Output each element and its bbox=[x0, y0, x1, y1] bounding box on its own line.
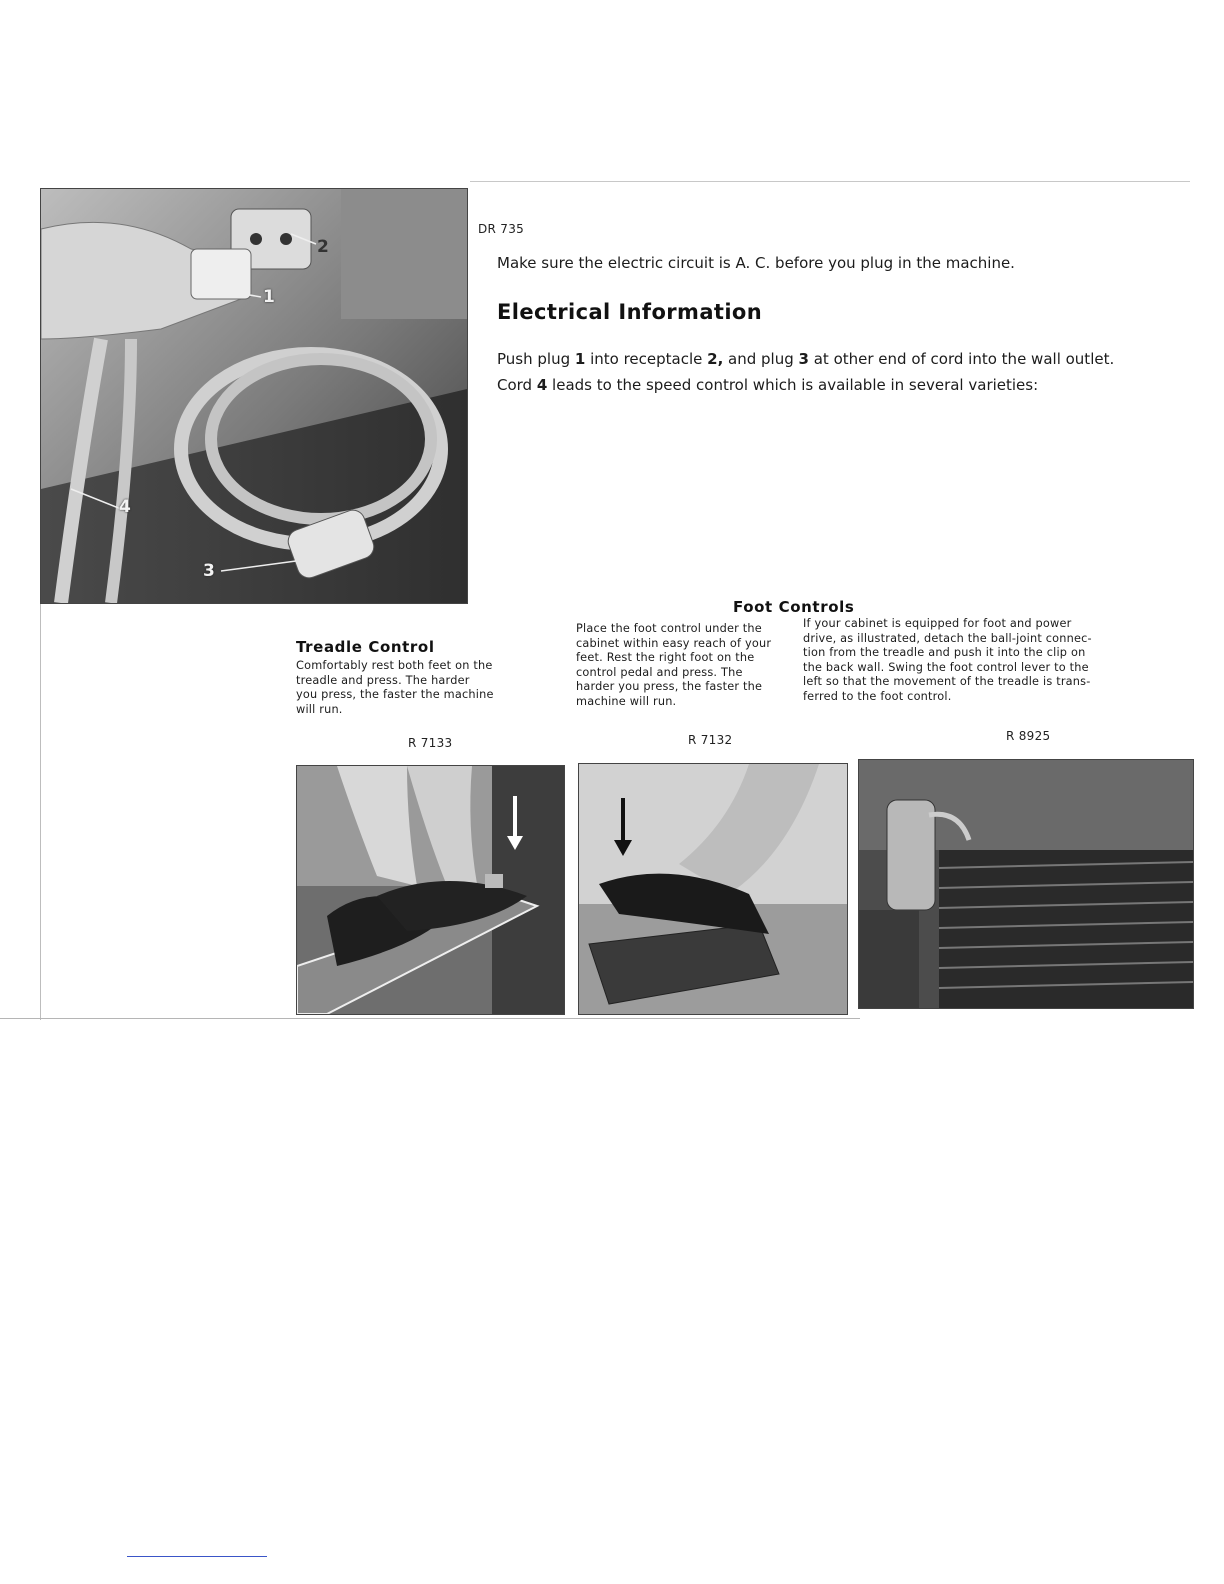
figure-label-r7132: R 7132 bbox=[688, 733, 733, 747]
para1-text-3: and plug bbox=[723, 350, 799, 368]
treadle-line-4: will run. bbox=[296, 702, 343, 716]
scan-line-bottom bbox=[0, 1018, 860, 1019]
foot-pedal-illustration bbox=[579, 764, 847, 1014]
fc2-line-2: drive, as illustrated, detach the ball-joint connec- bbox=[803, 631, 1092, 645]
figure-label-dr735: DR 735 bbox=[478, 222, 525, 236]
plug-and-cord-illustration bbox=[41, 189, 467, 603]
para2-text-2: leads to the speed control which is available in several varieties: bbox=[547, 376, 1039, 394]
para2-text-1: Cord bbox=[497, 376, 537, 394]
para1-text-1: Push plug bbox=[497, 350, 575, 368]
fc2-line-4: the back wall. Swing the foot control lever to the bbox=[803, 660, 1089, 674]
electrical-paragraph-2 bbox=[497, 376, 1038, 394]
para1-text-4: at other end of cord into the wall outlet. bbox=[808, 350, 1115, 368]
cabinet-drive-photo bbox=[858, 759, 1194, 1009]
para1-num-2: 2, bbox=[707, 350, 724, 368]
fc2-line-6: ferred to the foot control. bbox=[803, 689, 952, 703]
para1-text-2: into receptacle bbox=[585, 350, 708, 368]
figure-label-r8925: R 8925 bbox=[1006, 729, 1051, 743]
scan-line-left bbox=[40, 600, 41, 1020]
treadle-line-2: treadle and press. The harder bbox=[296, 673, 470, 687]
foot-controls-col2-text bbox=[803, 617, 1113, 704]
cabinet-drive-illustration bbox=[859, 760, 1193, 1008]
fc1-line-5: harder you press, the faster the bbox=[576, 680, 763, 693]
para1-num-1: 1 bbox=[574, 350, 586, 368]
treadle-control-text bbox=[296, 659, 511, 717]
electrical-paragraph-1 bbox=[497, 350, 1114, 368]
fc1-line-3: feet. Rest the right foot on the bbox=[576, 651, 755, 664]
treadle-photo bbox=[296, 765, 565, 1015]
foot-control-pedal-photo bbox=[578, 763, 848, 1015]
fc1-line-2: cabinet within easy reach of your bbox=[576, 636, 772, 650]
figure-label-r7133: R 7133 bbox=[408, 736, 453, 750]
para2-num-1: 4 bbox=[536, 376, 548, 394]
treadle-line-1: Comfortably rest both feet on the bbox=[296, 659, 493, 672]
plug-and-cord-photo bbox=[40, 188, 468, 604]
scan-line-footer bbox=[127, 1556, 267, 1557]
fc1-line-1: Place the foot control under the bbox=[576, 622, 762, 635]
treadle-illustration bbox=[297, 766, 564, 1014]
fc2-line-1: If your cabinet is equipped for foot and power bbox=[803, 617, 1072, 630]
fc1-line-6: machine will run. bbox=[576, 694, 677, 708]
fc2-line-3: tion from the treadle and push it into the clip on bbox=[803, 646, 1086, 659]
ac-circuit-notice: Make sure the electric circuit is A. C. before you plug in the machine. bbox=[497, 254, 1015, 272]
callout-3: 3 bbox=[203, 561, 215, 581]
treadle-line-3: you press, the faster the machine bbox=[296, 688, 494, 701]
fc2-line-5: left so that the movement of the treadle is trans- bbox=[803, 675, 1091, 688]
treadle-control-heading: Treadle Control bbox=[296, 638, 435, 656]
callout-4: 4 bbox=[119, 497, 131, 517]
foot-controls-col1-text bbox=[576, 622, 786, 709]
fc1-line-4: control pedal and press. The bbox=[576, 665, 743, 679]
foot-controls-heading: Foot Controls bbox=[733, 598, 855, 616]
scan-line-top bbox=[470, 181, 1190, 182]
para1-num-3: 3 bbox=[798, 350, 809, 368]
callout-2: 2 bbox=[317, 237, 329, 257]
electrical-information-heading: Electrical Information bbox=[497, 300, 763, 324]
callout-1: 1 bbox=[263, 287, 275, 307]
